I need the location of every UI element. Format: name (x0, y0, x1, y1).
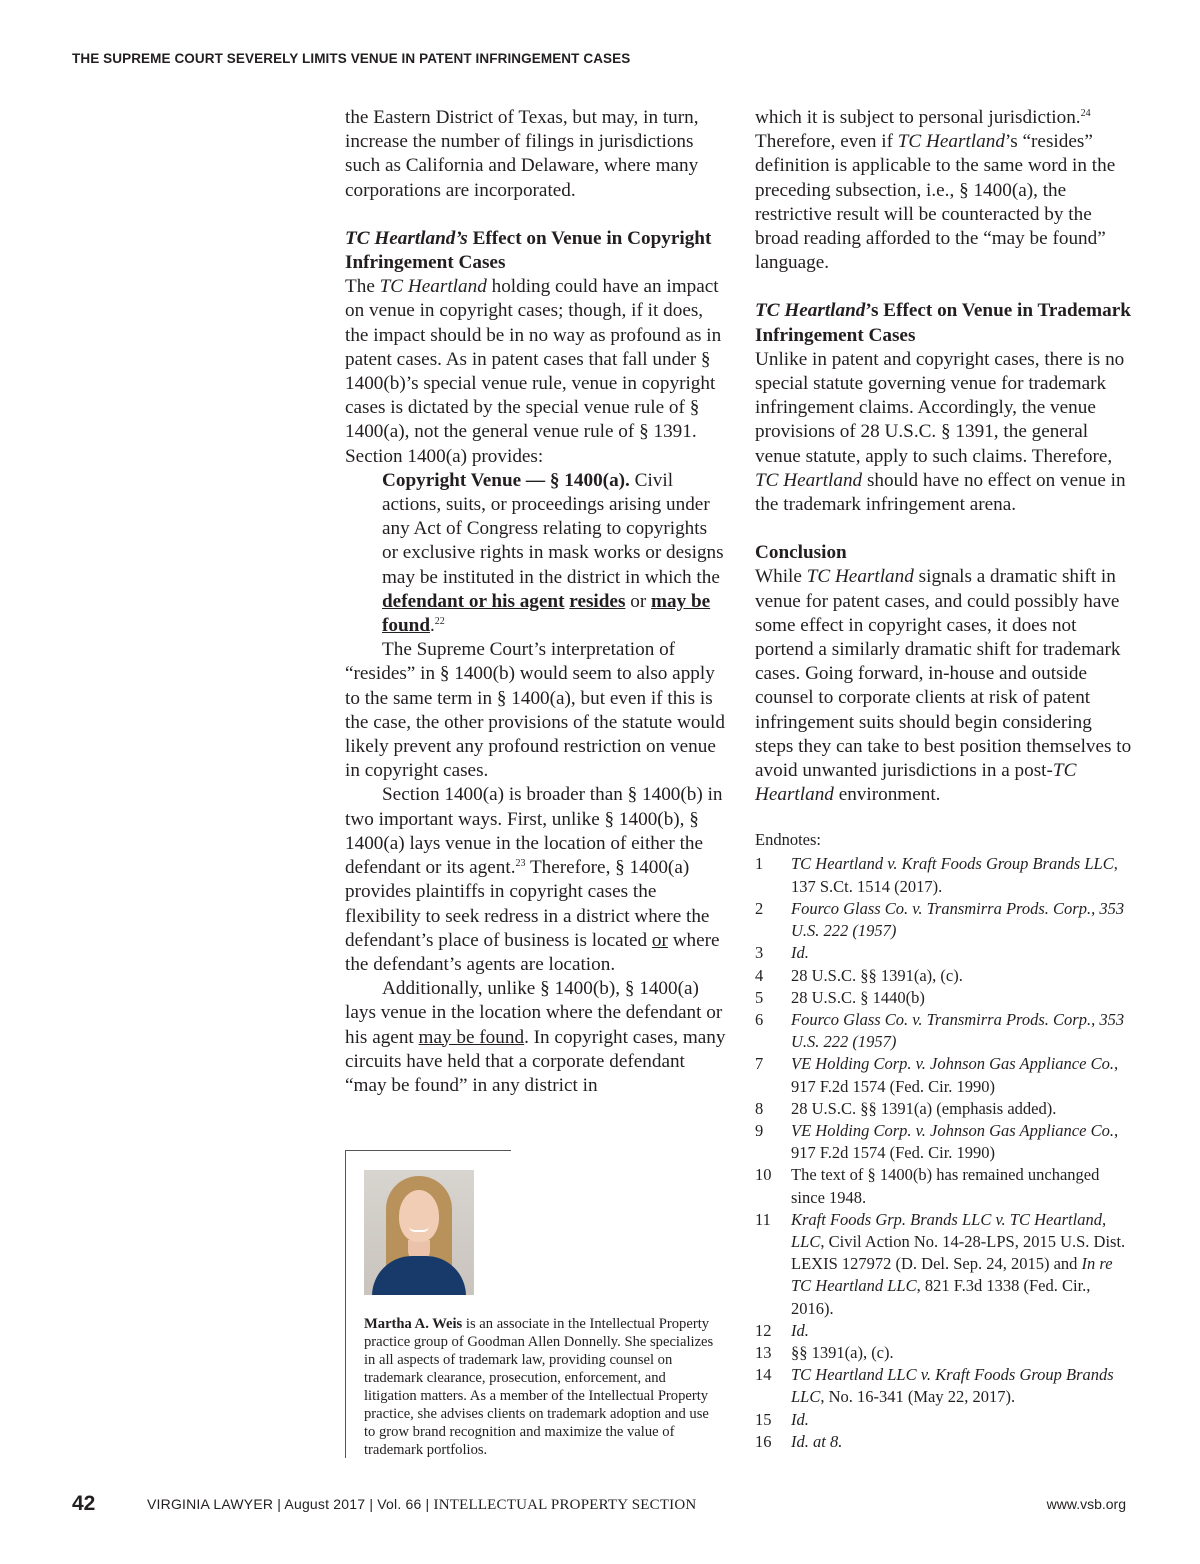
endnote-text: TC Heartland LLC v. Kraft Foods Group Brands LLC, No. 16-341 (May 22, 2017). (791, 1365, 1114, 1407)
endnote-number: 7 (755, 1054, 764, 1074)
endnote-item (755, 965, 1133, 987)
additionally-paragraph: Additionally, unlike § 1400(b), § 1400(a) lays venue in the location where the defendant or his agent may be found. In copyright cases, many circuits have held that a corporate defendant “may be found” in any district in (345, 978, 726, 1096)
endnote-number: 3 (755, 943, 764, 963)
endnote-text: §§ 1391(a), (c). (791, 1342, 894, 1362)
endnote-number: 6 (755, 1009, 764, 1029)
page-number: 42 (72, 1492, 96, 1515)
endnote-number: 13 (755, 1342, 772, 1362)
author-name: Martha A. Weis (364, 1316, 463, 1332)
endnote-number: 10 (755, 1165, 772, 1185)
endnote-text: Id. (791, 943, 809, 963)
author-bio: Martha A. Weis is an associate in the Intellectual Property practice group of Goodman Allen Donnelly. She specializes in all aspects of trademark law, providing counsel on trademark clearance, prosecution, enforcement, and litigation matters. As a member of the Intellectual Property practice, she advises clients on trademark adoption and use to grow brand recognition and maximize the value of trademark portfolios. (364, 1316, 714, 1458)
endnote-item (755, 1209, 1133, 1320)
endnote-number: 5 (755, 987, 764, 1007)
endnote-text: VE Holding Corp. v. Johnson Gas Appliance Co., 917 F.2d 1574 (Fed. Cir. 1990) (791, 1054, 1119, 1096)
author-photo (364, 1170, 474, 1295)
author-bio-box (345, 1150, 715, 1458)
endnote-text: Fourco Glass Co. v. Transmirra Prods. Corp., 353 U.S. 222 (1957) (791, 898, 1125, 941)
conclusion-heading: Conclusion (755, 542, 847, 564)
intro-paragraph: the Eastern District of Texas, but may, in turn, increase the number of filings in jurisdictions such as California and Delaware, where many corporations are incorporated. (345, 107, 699, 201)
endnote-text: Id. at 8. (791, 1431, 843, 1451)
endnote-item (755, 987, 1133, 1009)
endnote-text: 28 U.S.C. §§ 1391(a), (c). (791, 965, 963, 985)
endnote-item (755, 1342, 1133, 1364)
copyright-heading: TC Heartland’s Effect on Venue in Copyright Infringement Cases (345, 227, 712, 274)
page-footer (0, 1490, 1200, 1520)
footnote-ref-24[interactable]: 24 (1080, 108, 1091, 119)
endnote-item (755, 1409, 1133, 1431)
endnote-number: 12 (755, 1320, 772, 1340)
endnote-text: TC Heartland v. Kraft Foods Group Brands LLC, 137 S.Ct. 1514 (2017). (791, 854, 1118, 896)
endnote-item (755, 853, 1133, 897)
jurisdiction-paragraph: which it is subject to personal jurisdiction.$^{24}$ Therefore, even if TC Heartland’s “resides” definition is applicable to the same word in the preceding subsection, i.e., § 1400(a), the restrictive result will be counteracted by the broad reading afforded to the “may be found” language. (755, 107, 1116, 274)
endnote-text: Fourco Glass Co. v. Transmirra Prods. Corp., 353 U.S. 222 (1957) (791, 1009, 1125, 1052)
endnote-text: Id. (791, 1320, 809, 1340)
endnote-item (755, 898, 1133, 942)
endnote-text: Kraft Foods Grp. Brands LLC v. TC Heartland, LLC, Civil Action No. 14-28-LPS, 2015 U.S. Dist. LEXIS 127972 (D. Del. Sep. 24, 2015) and In re TC Heartland LLC, 821 F.3d 1338 (Fed. Cir., 2016). (791, 1209, 1126, 1318)
endnotes-list (755, 853, 1133, 1452)
footnote-ref-23[interactable]: 23 (515, 858, 526, 870)
left-column (345, 106, 727, 1098)
section-label: INTELLECTUAL PROPERTY SECTION (433, 1497, 697, 1513)
endnote-number: 1 (755, 854, 764, 874)
copyright-paragraph: The TC Heartland holding could have an impact on venue in copyright cases; though, if it does, the impact should be in no way as profound as in patent cases. As in patent cases that fall under § 1400(b)’s special venue rule, venue in copyright cases is dictated by the special venue rule of § 1400(a), not the general venue rule of § 1391. Section 1400(a) provides: (345, 276, 722, 467)
endnote-item (755, 942, 1133, 964)
running-header: THE SUPREME COURT SEVERELY LIMITS VENUE IN PATENT INFRINGEMENT CASES (72, 51, 631, 66)
trademark-heading: TC Heartland’s Effect on Venue in Trademark Infringement Cases (755, 300, 1131, 346)
trademark-paragraph: Unlike in patent and copyright cases, there is no special statute governing venue for trademark infringement claims. Accordingly, the venue provisions of 28 U.S.C. § 1391, the general venue statute, apply to such claims. Therefore, TC Heartland should have no effect on venue in the trademark infringement arena. (755, 348, 1126, 516)
endnote-item (755, 1364, 1133, 1408)
endnote-text: VE Holding Corp. v. Johnson Gas Appliance Co., 917 F.2d 1574 (Fed. Cir. 1990) (791, 1120, 1119, 1163)
endnote-number: 8 (755, 1098, 764, 1118)
broader-paragraph: Section 1400(a) is broader than § 1400(b) in two important ways. First, unlike § 1400(b), § 1400(a) lays venue in the location of either the defendant or its agent.$^{23}$ Therefore, § 1400(a) provides plaintiffs in copyright cases the flexibility to seek redress in a district where the defendant’s place of business is located or where the defendant’s agents are location. (345, 784, 723, 975)
endnote-text: The text of § 1400(b) has remained unchanged since 1948. (791, 1165, 1100, 1207)
endnote-number: 4 (755, 965, 764, 985)
endnote-text: 28 U.S.C. § 1440(b) (791, 987, 925, 1007)
endnote-number: 2 (755, 898, 764, 918)
endnote-item (755, 1320, 1133, 1342)
endnote-number: 16 (755, 1431, 772, 1451)
conclusion-paragraph: While TC Heartland signals a dramatic shift in venue for patent cases, and could possibly have some effect in copyright cases, it does not portend a similarly dramatic shift for trademark cases. Going forward, in-house and outside counsel to corporate clients at risk of patent infringement suits should begin considering steps they can take to best position themselves to avoid unwanted jurisdictions in a post-TC Heartland environment. (755, 566, 1132, 806)
endnote-text: 28 U.S.C. §§ 1391(a) (emphasis added). (791, 1098, 1057, 1118)
endnote-text: Id. (791, 1409, 809, 1429)
interpretation-paragraph: The Supreme Court’s interpretation of “resides” in § 1400(b) would seem to also apply to the same term in § 1400(a), but even if this is the case, the other provisions of the statute would likely prevent any profound restriction on venue in copyright cases. (345, 639, 725, 782)
endnote-number: 14 (755, 1365, 772, 1385)
endnote-item (755, 1098, 1133, 1120)
publication-info: VIRGINIA LAWYER | August 2017 | Vol. 66 | INTELLECTUAL PROPERTY SECTION (147, 1496, 697, 1513)
endnote-item (755, 1120, 1133, 1164)
endnote-item (755, 1164, 1133, 1208)
endnotes-title: Endnotes: (755, 830, 821, 850)
endnote-number: 9 (755, 1120, 764, 1140)
endnote-number: 11 (755, 1209, 771, 1229)
endnote-item (755, 1053, 1133, 1097)
right-column (755, 106, 1133, 1453)
statute-quote: Copyright Venue — § 1400(a). Civil actions, suits, or proceedings arising under any Act of Congress relating to copyrights or exclusive rights in mask works or designs may be instituted in the district in which the defendant or his agent resides or may be found.$^{22}$ (382, 469, 724, 637)
endnote-item (755, 1431, 1133, 1453)
endnote-number: 15 (755, 1409, 772, 1429)
footnote-ref-22[interactable]: 22 (434, 616, 445, 628)
website-link[interactable]: www.vsb.org (1046, 1496, 1126, 1512)
endnote-item (755, 1009, 1133, 1053)
